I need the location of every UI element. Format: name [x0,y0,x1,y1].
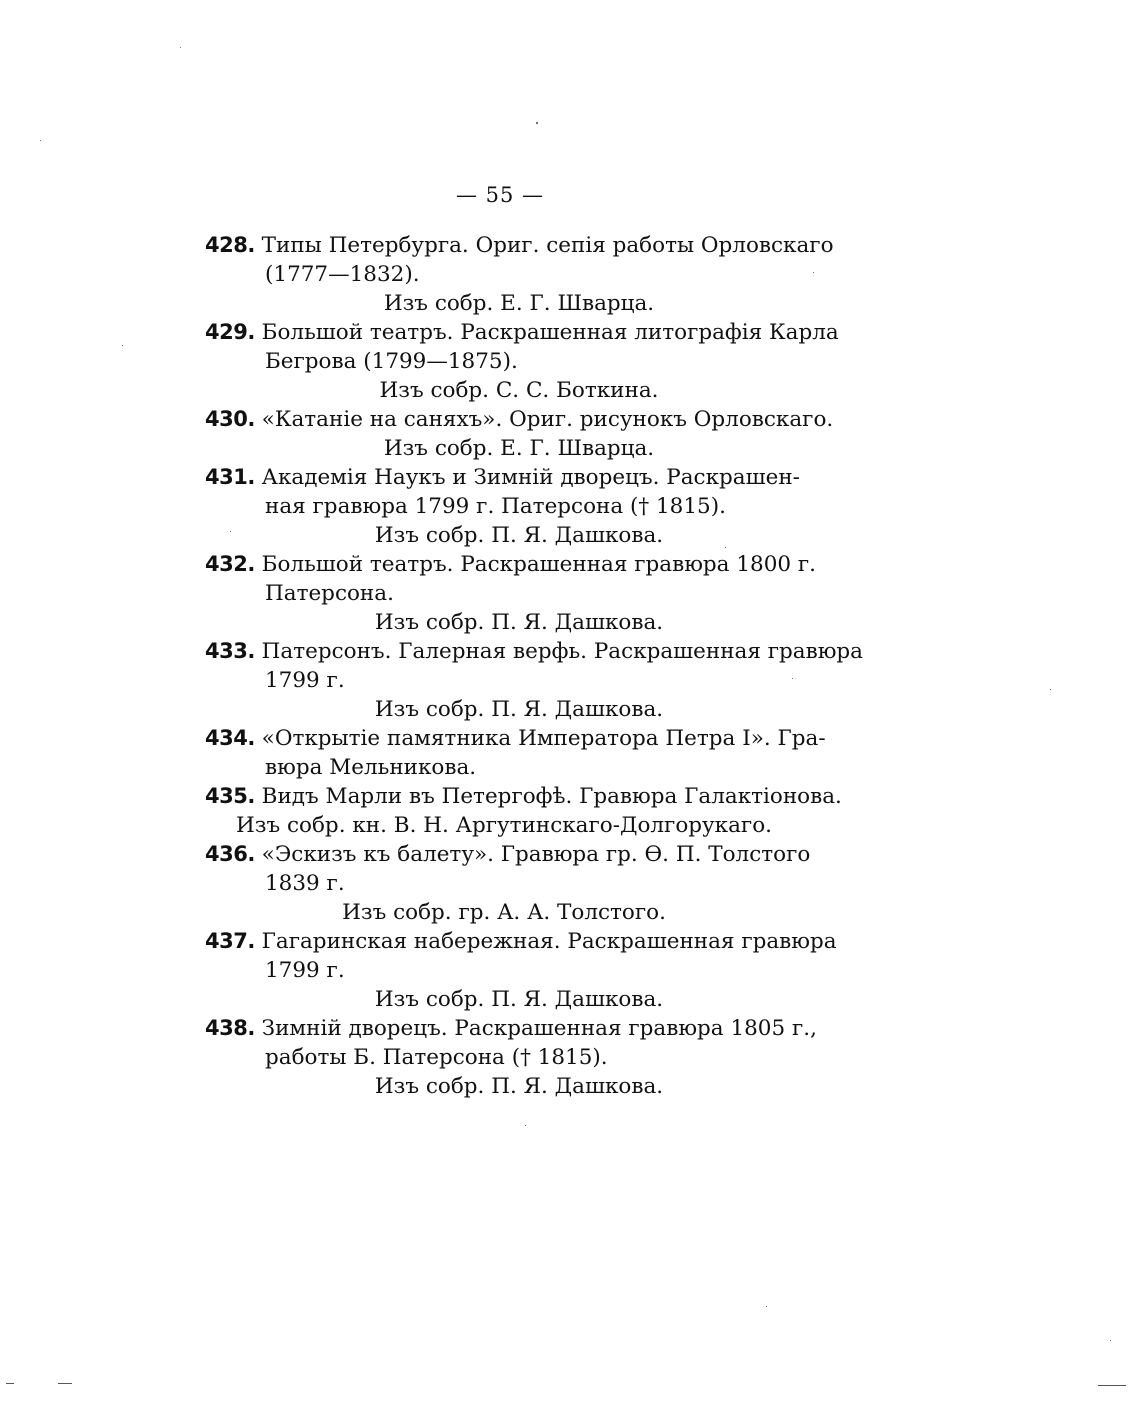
scan-speck [40,140,41,141]
entry-title: «Катаніе на саняхъ». Ориг. рисунокъ Орловскаго. [261,407,834,432]
entry-number: 437. [205,929,255,953]
entry-title: «Открытіе памятника Императора Петра I». Гра- [261,726,826,751]
entry-continuation: 1799 г. [265,958,345,983]
entry-first-line [205,231,834,260]
entry-number: 432. [205,552,255,576]
catalog-entry-432 [205,550,816,637]
page-number: — 55 — [455,183,545,207]
catalog-entry-436 [205,840,811,927]
entry-title: Типы Петербурга. Ориг. сепія работы Орловскаго [261,233,834,258]
entry-source: Изъ собр. Е. Г. Шварца. [383,291,655,316]
entry-number: 430. [205,407,255,431]
entry-number: 428. [205,233,255,257]
catalog-entry-435 [205,782,842,840]
entry-number: 431. [205,465,255,489]
scan-line-artifact [6,1383,14,1384]
catalog-entry-434 [205,724,826,782]
catalog-entry-433 [205,637,863,724]
entry-continuation: (1777—1832). [265,262,420,287]
entry-source: Изъ собр. кн. В. Н. Аргутинскаго-Долгорукаго. [236,813,772,838]
catalog-entries [205,231,863,1101]
entry-source: Изъ собр. П. Я. Дашкова. [374,987,664,1012]
entry-source: Изъ собр. гр. А. А. Толстого. [342,900,666,925]
entry-first-line [205,637,863,666]
catalog-entry-438 [205,1014,817,1101]
entry-source: Изъ собр. П. Я. Дашкова. [374,1074,664,1099]
scan-speck [813,272,814,273]
entry-source: Изъ собр. С. С. Боткина. [379,378,659,403]
entry-continuation: работы Б. Патерсона († 1815). [265,1045,608,1070]
entry-first-line [205,1014,817,1043]
entry-title: Большой театръ. Раскрашенная гравюра 1800 г. [261,552,816,577]
entry-number: 434. [205,726,255,750]
scan-speck [1050,689,1051,690]
entry-first-line [205,724,826,753]
entry-number: 433. [205,639,255,663]
entry-number: 429. [205,320,255,344]
catalog-entry-428 [205,231,834,318]
entry-number: 438. [205,1016,255,1040]
entry-source: Изъ собр. Е. Г. Шварца. [383,436,655,461]
entry-continuation: 1839 г. [265,871,345,896]
entry-continuation: Бегрова (1799—1875). [265,349,518,374]
entry-title: Зимній дворецъ. Раскрашенная гравюра 1805 г., [261,1016,817,1041]
scan-speck [725,547,726,548]
entry-continuation: 1799 г. [265,668,345,693]
entry-title: Гагаринская набережная. Раскрашенная гравюра [261,929,837,954]
scan-line-artifact [1098,1385,1126,1386]
entry-source: Изъ собр. П. Я. Дашкова. [374,697,664,722]
entry-continuation: вюра Мельникова. [265,755,477,780]
entry-first-line [205,550,816,579]
entry-title: Патерсонъ. Галерная верфь. Раскрашенная гравюра [261,639,863,664]
entry-number: 435. [205,784,255,808]
entry-title: «Эскизъ къ балету». Гравюра гр. Ѳ. П. Толстого [261,842,811,867]
entry-title: Академія Наукъ и Зимній дворецъ. Раскрашен- [261,465,800,490]
entry-continuation: ная гравюра 1799 г. Патерсона († 1815). [265,494,726,519]
scan-speck [536,122,538,124]
catalog-entry-437 [205,927,837,1014]
entry-number: 436. [205,842,255,866]
entry-source: Изъ собр. П. Я. Дашкова. [374,610,664,635]
entry-first-line [205,782,842,811]
entry-first-line [205,463,800,492]
entry-title: Большой театръ. Раскрашенная литографія Карла [261,320,839,345]
scan-speck [525,1125,526,1126]
entry-first-line [205,405,834,434]
scan-speck [230,531,231,532]
entry-first-line [205,840,811,869]
scan-speck [766,1306,767,1307]
entry-title: Видъ Марли въ Петергофѣ. Гравюра Галактіонова. [261,784,842,809]
scan-speck [180,47,181,48]
scan-speck [1110,1340,1111,1341]
catalog-entry-431 [205,463,800,550]
catalog-entry-430 [205,405,834,463]
entry-first-line [205,927,837,956]
scan-line-artifact [58,1383,72,1384]
catalog-entry-429 [205,318,839,405]
entry-continuation: Патерсона. [265,581,394,606]
entry-source: Изъ собр. П. Я. Дашкова. [374,523,664,548]
entry-first-line [205,318,839,347]
scan-speck [122,345,123,346]
scan-speck [792,678,793,679]
